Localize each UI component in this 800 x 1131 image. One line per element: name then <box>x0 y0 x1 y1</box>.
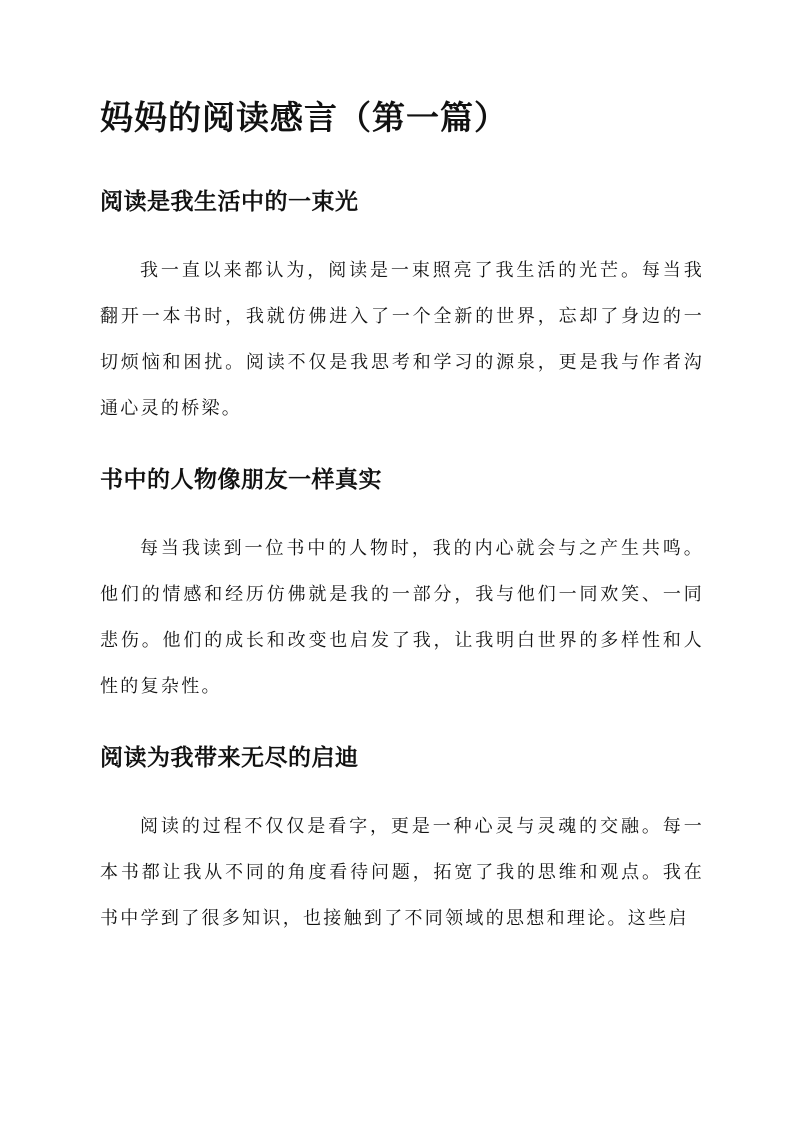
document-title: 妈妈的阅读感言（第一篇） <box>100 98 508 137</box>
section-paragraph: 每当我读到一位书中的人物时，我的内心就会与之产生共鸣。他们的情感和经历仿佛就是我的一部分，我与他们一同欢笑、一同悲伤。他们的成长和改变也启发了我，让我明白世界的多样性和人性的复杂性。 <box>100 538 704 697</box>
section-reading-light <box>100 184 704 432</box>
section-heading: 阅读为我带来无尽的启迪 <box>100 744 359 771</box>
section-paragraph: 阅读的过程不仅仅是看字，更是一种心灵与灵魂的交融。每一本书都让我从不同的角度看待问题，拓宽了我的思维和观点。我在书中学到了很多知识，也接触到了不同领域的思想和理论。这些启 <box>100 816 704 929</box>
section-endless-inspiration <box>100 740 704 942</box>
section-heading: 书中的人物像朋友一样真实 <box>100 466 382 493</box>
section-characters-friends <box>100 462 704 710</box>
section-heading: 阅读是我生活中的一束光 <box>100 188 359 215</box>
section-paragraph: 我一直以来都认为，阅读是一束照亮了我生活的光芒。每当我翻开一本书时，我就仿佛进入了一个全新的世界，忘却了身边的一切烦恼和困扰。阅读不仅是我思考和学习的源泉，更是我与作者沟通心灵的桥梁。 <box>100 260 704 419</box>
